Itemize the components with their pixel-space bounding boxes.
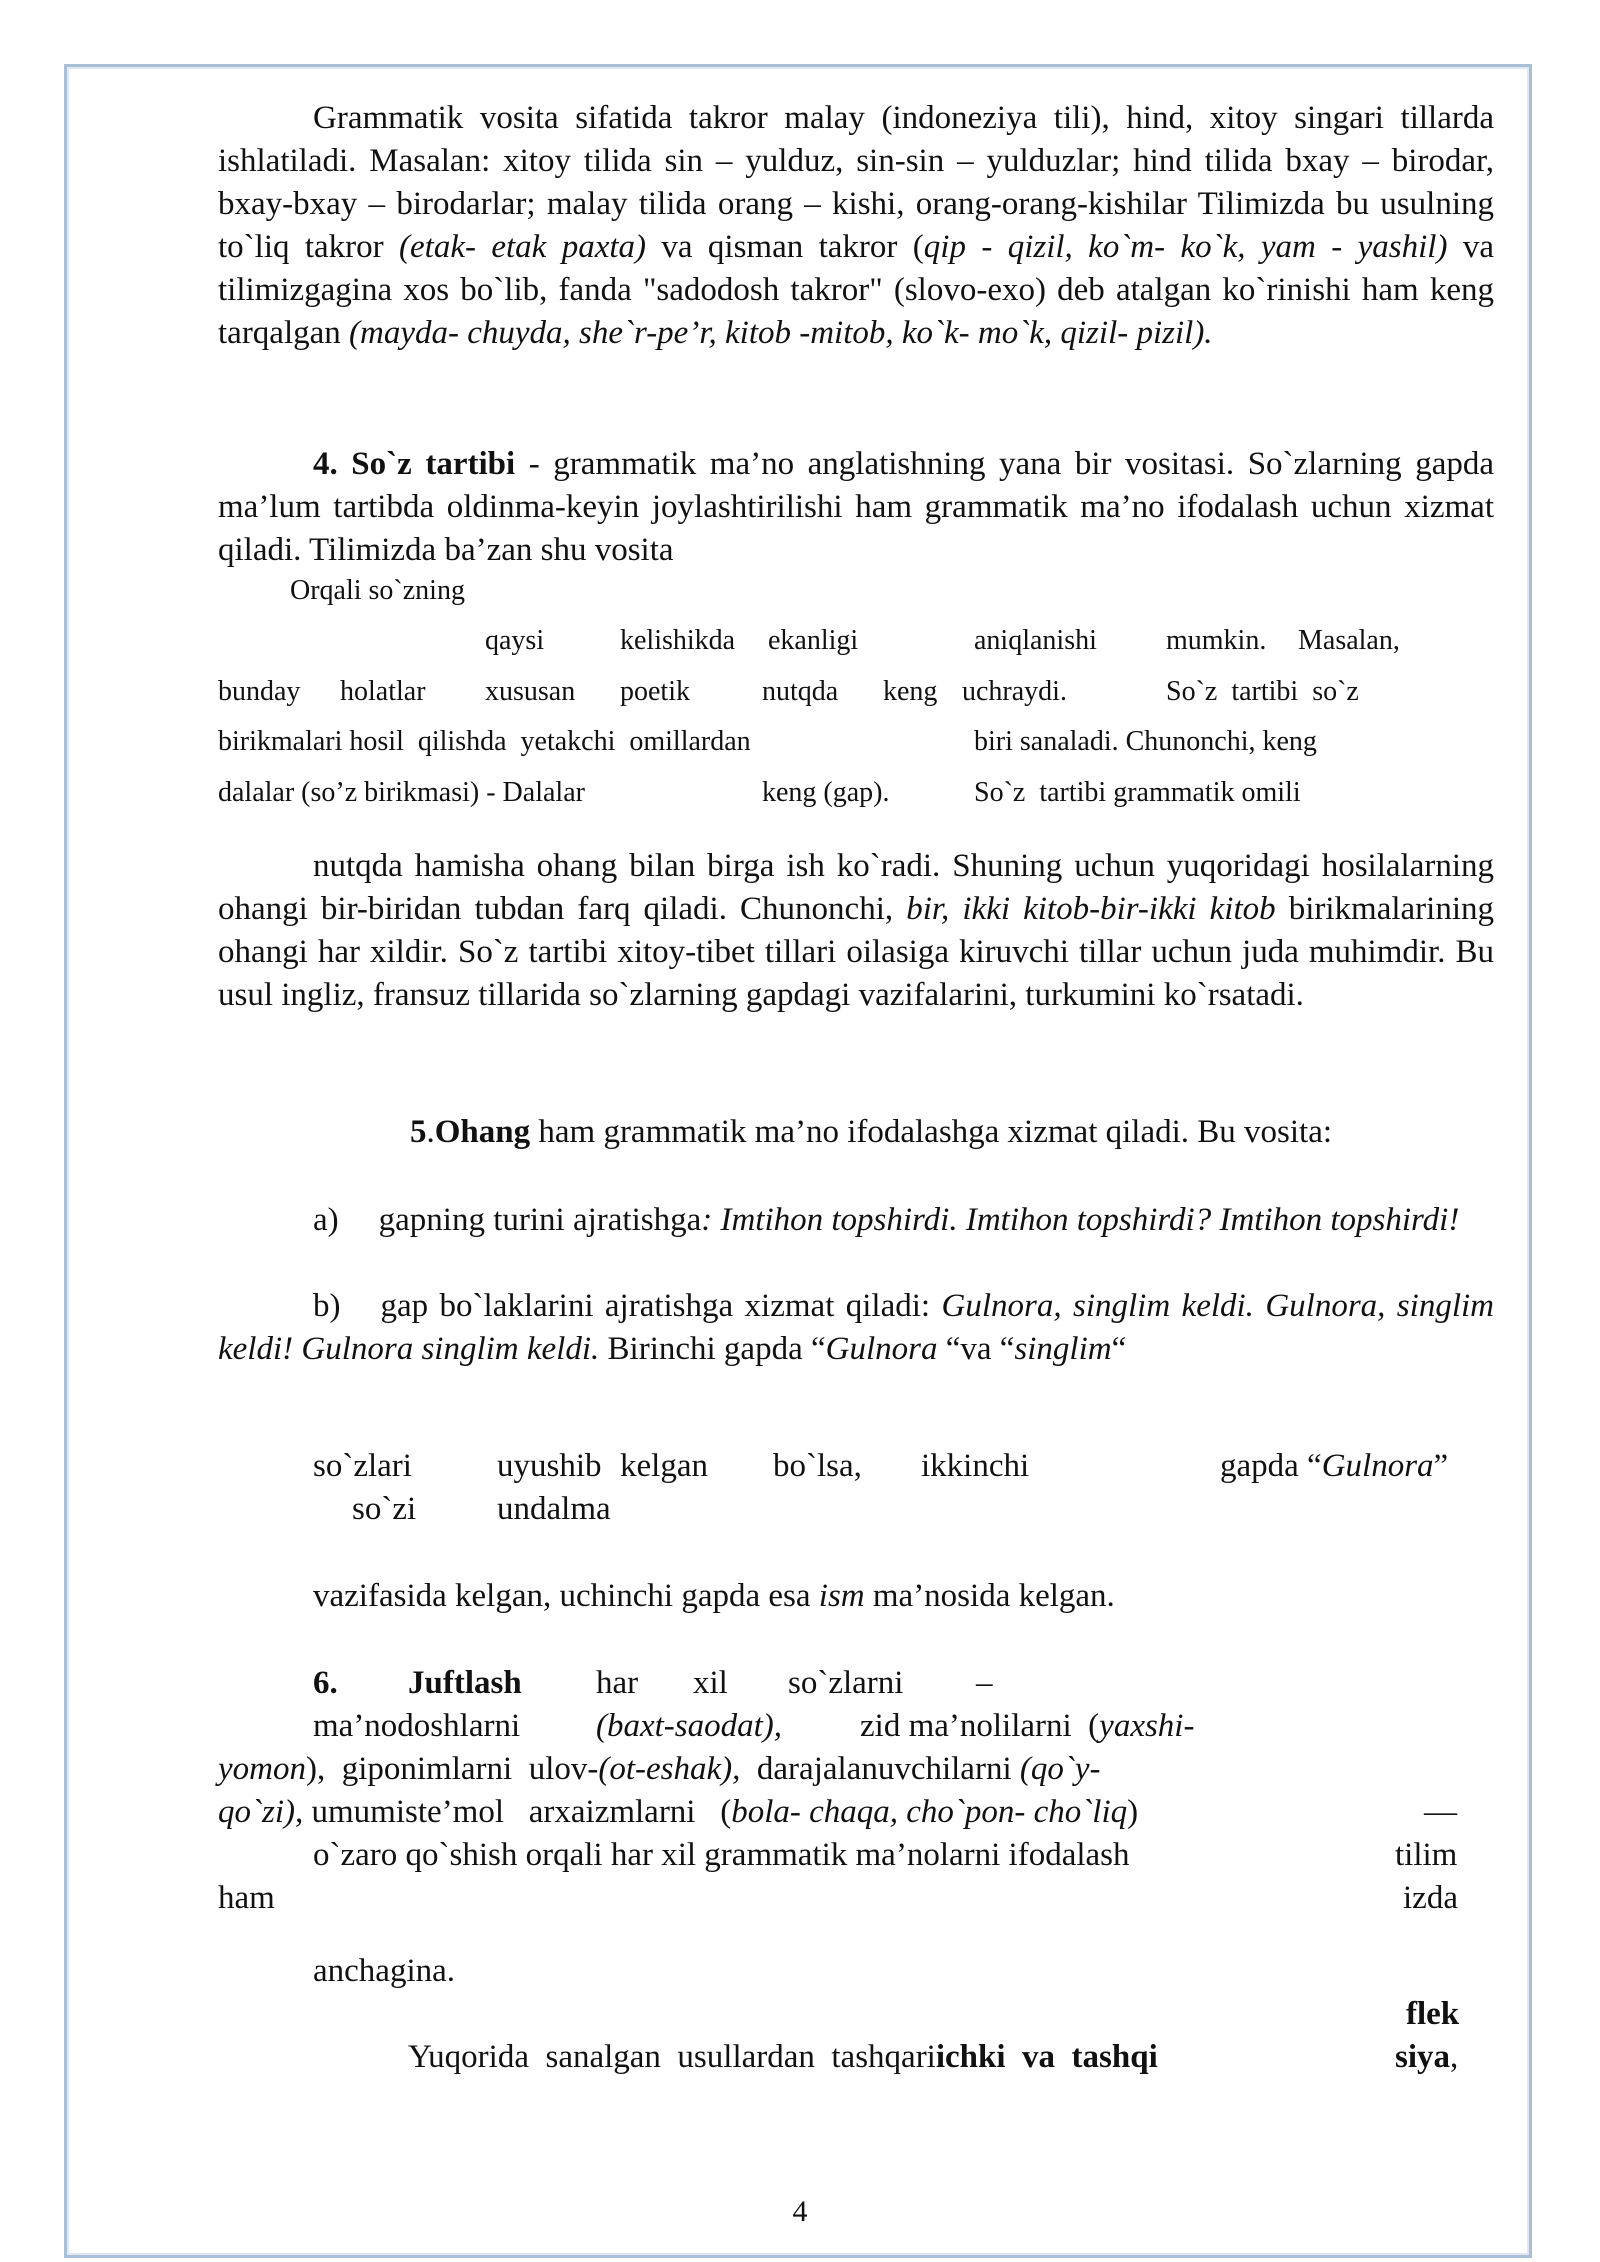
text-run: ) bbox=[1127, 1794, 1139, 1830]
text-run: ichki va tashqi bbox=[935, 2039, 1158, 2075]
scatter-word: uyushib bbox=[497, 1448, 602, 1484]
list-label: b) bbox=[313, 1288, 341, 1324]
text-run: va qisman takror ( bbox=[646, 229, 924, 265]
scatter-text: Orqali so`zning bbox=[290, 575, 465, 606]
text-run: umumiste’mol arxaizmlarni ( bbox=[303, 1794, 732, 1830]
example-italic: yomon bbox=[218, 1751, 306, 1787]
example-italic: qo`zi), bbox=[218, 1794, 304, 1830]
example-italic: Gulnora, singlim keldi. Gulnora, singlim keldi! Gulnora singlim keldi. bbox=[218, 1288, 1494, 1367]
section-intonation bbox=[410, 1111, 1332, 1154]
text-run: darajalanuvchilarni bbox=[740, 1751, 1020, 1787]
example-italic: (mayda- chuyda, she`r-pe’r, kitob -mitob, ko`k- mo`k, qizil- pizil). bbox=[349, 315, 1213, 351]
scatter-word: kelgan bbox=[620, 1448, 708, 1484]
scatter-word: so`zlarni bbox=[788, 1665, 904, 1701]
page-number: 4 bbox=[792, 2195, 808, 2228]
paragraph-reduplication bbox=[218, 97, 1494, 355]
scatter-text: o`zaro qo`shish orqali har xil grammatik ma’nolarni ifodalash bbox=[313, 1837, 1130, 1873]
text-run: va tilimizgagina xos bo`lib, fanda "sadodosh takror" (slovo-exo) deb atalgan ko`rinishi ham keng tarqalgan bbox=[218, 229, 1494, 351]
example-italic: yaxshi- bbox=[1099, 1708, 1195, 1744]
scatter-text bbox=[860, 1705, 1194, 1748]
scatter-word: xususan bbox=[485, 676, 576, 707]
scatter-word: uchraydi. bbox=[962, 676, 1067, 707]
text-run: Birinchi gapda “ bbox=[599, 1331, 826, 1367]
scatter-word: qaysi bbox=[485, 625, 545, 656]
scatter-word bbox=[1406, 1993, 1459, 2036]
section-number: 5 bbox=[410, 1114, 427, 1150]
scatter-word bbox=[596, 1705, 782, 1748]
list-item-b bbox=[218, 1285, 1494, 1371]
text-run: Juftlash bbox=[408, 1665, 522, 1701]
scatter-word: ekanligi bbox=[768, 625, 859, 656]
scatter-word: har bbox=[596, 1665, 639, 1701]
example-italic: (ot-eshak), bbox=[598, 1751, 741, 1787]
scatter-word: — bbox=[1424, 1794, 1457, 1830]
paragraph-intonation-context bbox=[218, 845, 1494, 1017]
scatter-word: tilim bbox=[1395, 1837, 1458, 1873]
list-item-a bbox=[218, 1199, 1494, 1242]
text-run: ma’nosida kelgan. bbox=[864, 1578, 1115, 1614]
text-run: ” bbox=[1433, 1448, 1449, 1484]
scatter-text bbox=[218, 1748, 1100, 1791]
scatter-word: ma’nodoshlarni bbox=[313, 1708, 521, 1744]
text-run: “ bbox=[1111, 1331, 1127, 1367]
section-number bbox=[313, 1662, 338, 1705]
example-italic: (baxt-saodat), bbox=[596, 1708, 783, 1744]
text-run: flek bbox=[1406, 1996, 1460, 2032]
scatter-word: poetik bbox=[620, 676, 690, 707]
scatter-word: kelishikda bbox=[620, 625, 736, 656]
text-run: Yuqorida sanalgan usullardan tashqari bbox=[408, 2039, 936, 2075]
text-run: , bbox=[1450, 2039, 1459, 2075]
text-run: Grammatik vosita sifatida takror malay (indoneziya tili), hind, xitoy singari tillarda ishlatiladi. Masalan: xitoy tilida sin – yulduz, sin-sin – yulduzlar; hind tilida bxay – birodar, bxay-bxay – birodarlar; malay tilida orang – kishi, orang-orang-kishilar Tilimizda bu usulning to`liq takror bbox=[218, 100, 1494, 265]
text-run: zid ma’nolilarni ( bbox=[860, 1708, 1100, 1744]
text-run: gapning turini ajratishga bbox=[378, 1202, 702, 1238]
text-run: gap bo`laklarini ajratishga xizmat qiladi: bbox=[380, 1288, 942, 1324]
section-heading: Ohang bbox=[434, 1114, 531, 1150]
scatter-word bbox=[1395, 2036, 1458, 2079]
scatter-word: undalma bbox=[497, 1491, 611, 1527]
example-italic: (etak- etak paxta) bbox=[399, 229, 647, 265]
example-italic: bola- chaqa, cho`pon- cho`liq bbox=[731, 1794, 1128, 1830]
scatter-word: nutqda bbox=[762, 676, 839, 707]
page-border bbox=[64, 64, 1532, 2258]
scatter-word: keng bbox=[883, 676, 938, 707]
scatter-text bbox=[218, 1791, 1138, 1834]
example-italic: Gulnora bbox=[1321, 1448, 1434, 1484]
example-italic: (qo`y- bbox=[1019, 1751, 1101, 1787]
text-run: ), giponimlarni ulov- bbox=[305, 1751, 599, 1787]
scatter-text: biri sanaladi. Chunonchi, keng bbox=[974, 726, 1317, 757]
example-italic: singlim bbox=[1014, 1331, 1112, 1367]
scatter-word: holatlar bbox=[340, 676, 426, 707]
text-run: gapda “ bbox=[1220, 1448, 1322, 1484]
section-heading: 4. So`z tartibi bbox=[313, 446, 516, 482]
text-run: ham grammatik ma’no ifodalashga xizmat qiladi. Bu vosita: bbox=[530, 1114, 1333, 1150]
scatter-word: anchagina. bbox=[313, 1953, 456, 1989]
text-run: siya bbox=[1395, 2039, 1451, 2075]
scatter-text: dalalar (so’z birikmasi) - Dalalar bbox=[218, 777, 585, 808]
text-run: birikmalarining ohangi har xildir. So`z tartibi xitoy-tibet tillari oilasiga kiruvchi tillar uchun juda muhimdir. Bu usul ingliz, fransuz tillarida so`zlarning gapdagi vazifalarini, turkumini ko`rsatadi. bbox=[218, 891, 1494, 1013]
scatter-word: so`zlari bbox=[313, 1448, 412, 1484]
paragraph-last-line bbox=[408, 2036, 1158, 2079]
paragraph-word-order bbox=[218, 443, 1494, 572]
scatter-word: So`z tartibi so`z bbox=[1166, 676, 1359, 707]
section-heading bbox=[408, 1662, 522, 1705]
text-run: nutqda hamisha ohang bilan birga ish ko`radi. Shuning uchun yuqoridagi hosilalarning ohangi bir-biridan tubdan farq qiladi. Chunonchi, bbox=[218, 848, 1494, 927]
scatter-word bbox=[1220, 1445, 1448, 1488]
scatter-word: so`zi bbox=[352, 1491, 417, 1527]
paragraph-function bbox=[313, 1575, 1115, 1618]
text-run: 6. bbox=[313, 1665, 338, 1701]
list-label: a) bbox=[313, 1202, 339, 1238]
scatter-word: Masalan, bbox=[1298, 625, 1400, 656]
scatter-word: bo`lsa, bbox=[773, 1448, 862, 1484]
text-run: vazifasida kelgan, uchinchi gapda esa bbox=[313, 1578, 819, 1614]
scatter-word: bunday bbox=[218, 676, 301, 707]
scatter-word: xil bbox=[693, 1665, 728, 1701]
text-run: “va “ bbox=[937, 1331, 1015, 1367]
example-italic: : Imtihon topshirdi. Imtihon topshirdi? Imtihon topshirdi! bbox=[701, 1202, 1460, 1238]
example-italic: Gulnora bbox=[825, 1331, 938, 1367]
scatter-word: – bbox=[976, 1665, 993, 1701]
text-run: - grammatik ma’no anglatishning yana bir vositasi. So`zlarning gapda ma’lum tartibda oldinma-keyin joylashtirilishi ham grammatik ma’no ifodalash uchun xizmat qiladi. Tilimizda ba’zan shu vosita bbox=[218, 446, 1495, 568]
scatter-word: mumkin. bbox=[1166, 625, 1267, 656]
example-italic: qip - qizil, ko`m- ko`k, yam - yashil) bbox=[923, 229, 1448, 265]
scatter-word: ham bbox=[218, 1880, 275, 1916]
scatter-text: So`z tartibi grammatik omili bbox=[974, 777, 1301, 808]
example-italic: ism bbox=[818, 1578, 865, 1614]
scatter-word: izda bbox=[1403, 1880, 1458, 1916]
scatter-word: ikkinchi bbox=[921, 1448, 1030, 1484]
scatter-text: keng (gap). bbox=[762, 777, 890, 808]
scatter-text: birikmalari hosil qilishda yetakchi omillardan bbox=[218, 726, 751, 757]
scatter-word: aniqlanishi bbox=[974, 625, 1097, 656]
example-italic: bir, ikki kitob-bir-ikki kitob bbox=[906, 891, 1276, 927]
text-run: . bbox=[426, 1114, 435, 1150]
